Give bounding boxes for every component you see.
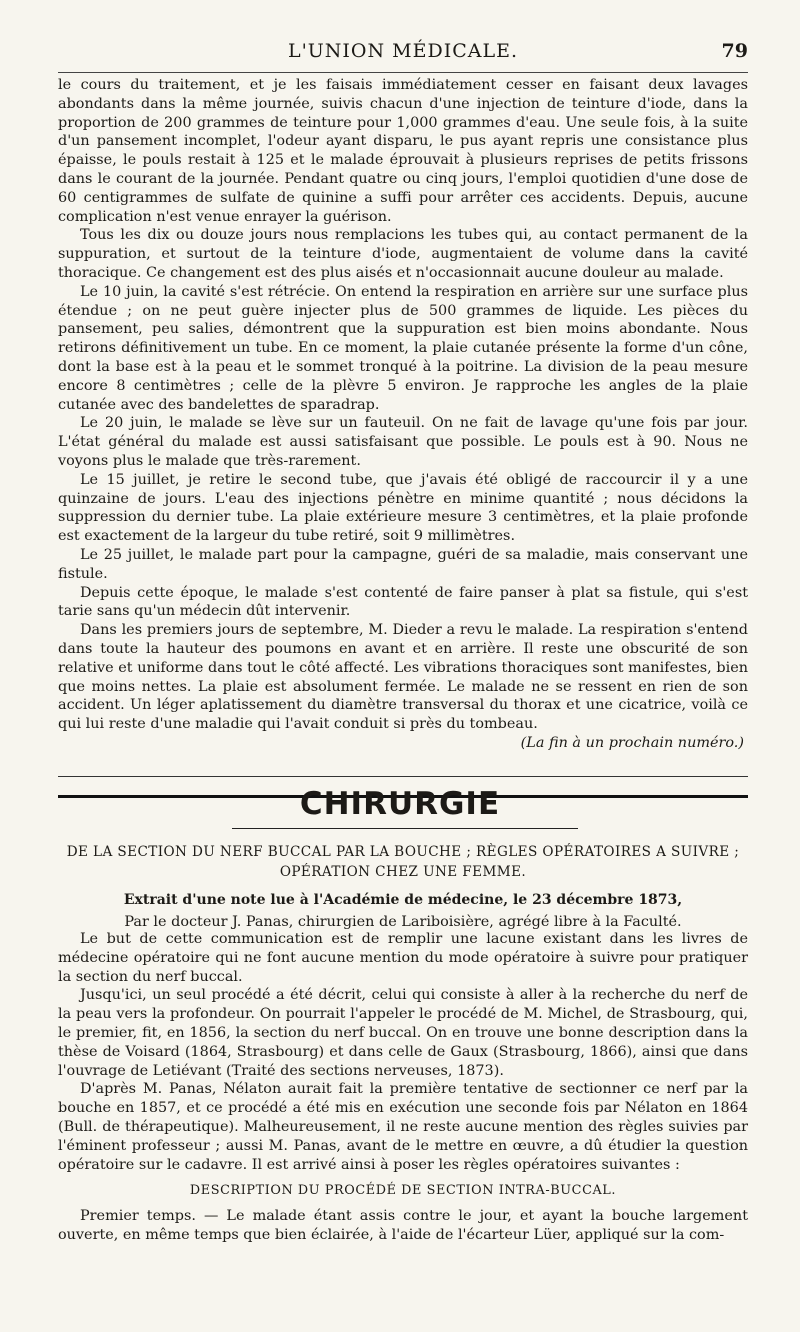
paragraph: Le 15 juillet, je retire le second tube, que j'avais été obligé de raccourcir il y a une quinzaine de jours. L'eau des injections pénètre en minime quantité ; nous décidons la suppression du dernier tube. La plaie extérieure mesure 3 centimètres, et la plaie profonde est exactement de la largeur du tube retiré, soit 9 millimètres.	[58, 471, 748, 545]
article-subtitle: OPÉRATION CHEZ UNE FEMME.	[279, 864, 527, 880]
paragraph: Premier temps. — Le malade étant assis contre le jour, et ayant la bouche largement ouverte, en même temps que bien éclairée, à l'aide de l'écarteur Lüer, appliqué sur la com-	[58, 1208, 748, 1243]
paragraph: le cours du traitement, et je les faisais immédiatement cesser en faisant deux lavages abondants dans la même journée, suivis chacun d'une injection de teinture d'iode, dans la proportion de 200 grammes de teinture pour 1,000 grammes d'eau. Une seule fois, à la suite d'un pansement incomplet, l'odeur ayant disparu, le pus ayant repris une consistance plus épaisse, le pouls restait à 125 et le malade éprouvait à plusieurs reprises de petits frissons dans le courant de la journée. Pendant quatre ou cinq jours, l'emploi quotidien d'une dose de 60 centigrammes de sulfate de quinine a suffi pour arrêter ces accidents. Depuis, aucune complication n'est venue enrayer la guérison.	[58, 77, 748, 225]
article-heading	[58, 842, 748, 932]
divider-thin	[58, 776, 748, 777]
paragraph: Le 10 juin, la cavité s'est rétrécie. On entend la respiration en arrière sur une surface plus étendue ; on ne peut guère injecter plus de 500 grammes de liquide. Les pièces du pansement, peu salies, démontrent que la suppuration est bien moins abondante. Nous retirons définitivement un tube. En ce moment, la plaie cutanée présente la forme d'un cône, dont la base est à la peau et le sommet tronqué à la poitrine. La division de la peau mesure encore 8 centimètres ; celle de la plèvre 5 environ. Je rapproche les angles de la plaie cutanée avec des bandelettes de sparadrap.	[58, 283, 748, 413]
subheading: DESCRIPTION DU PROCÉDÉ DE SECTION INTRA-BUCCAL.	[189, 1183, 617, 1199]
paragraph: Jusqu'ici, un seul procédé a été décrit, celui qui consiste à aller à la recherche du nerf de la peau vers la profondeur. On pourrait l'appeler le procédé de M. Michel, de Strasbourg, qui, le premier, fit, en 1856, la section du nerf buccal. On en trouve une bonne description dans la thèse de Voisard (1864, Strasbourg) et dans celle de Gaux (Strasbourg, 1866), ainsi que dans l'ouvrage de Letiévant (Traité des sections nerveuses, 1873).	[58, 987, 748, 1079]
paragraph: Tous les dix ou douze jours nous remplacions les tubes qui, au contact permanent de la suppuration, et surtout de la teinture d'iode, augmentaient de volume dans la cavité thoracique. Ce changement est des plus aisés et n'occasionnait aucune douleur au malade.	[58, 227, 748, 281]
extract-note: Extrait d'une note lue à l'Académie de médecine, le 23 décembre 1873,	[123, 892, 683, 908]
paragraph: D'après M. Panas, Nélaton aurait fait la première tentative de sectionner ce nerf par la bouche en 1857, et ce procédé a été mis en exécution une seconde fois par Nélaton en 1864 (Bull. de thérapeutique). Malheureusement, il ne reste aucune mention des règles suivies par l'éminent professeur ; aussi M. Panas, avant de le mettre en œuvre, a dû étudier la question opératoire sur le cadavre. Il est arrivé ainsi à poser les règles opératoires suivantes :	[58, 1081, 748, 1173]
header-rule	[58, 72, 748, 73]
article-continuation	[58, 76, 748, 753]
page-number: 79	[721, 40, 748, 62]
paragraph: Le but de cette communication est de remplir une lacune existant dans les livres de médecine opératoire qui ne font aucune mention du mode opératoire à suivre pour pratiquer la section du nerf buccal.	[58, 931, 748, 985]
author-line: Par le docteur J. Panas, chirurgien de Lariboisière, agrégé libre à la Faculté.	[124, 914, 682, 930]
paragraph: Dans les premiers jours de septembre, M. Dieder a revu le malade. La respiration s'entend dans toute la hauteur des poumons en avant et en arrière. Il reste une obscurité de son relative et uniforme dans tout le côté affecté. Les vibrations thoraciques sont manifestes, bien que moins nettes. La plaie est absolument fermée. Le malade ne se ressent en rien de son accident. Un léger aplatissement du diamètre transversal du thorax et une cicatrice, voilà ce qui lui reste d'une maladie qui l'avait conduit si près du tombeau.	[58, 622, 748, 733]
journal-title: L'UNION MÉDICALE.	[287, 40, 519, 62]
paragraph: Depuis cette époque, le malade s'est contenté de faire panser à plat sa fistule, qui s'est tarie sans qu'un médecin dût intervenir.	[58, 584, 748, 620]
paragraph: Le 25 juillet, le malade part pour la campagne, guéri de sa maladie, mais conservant une fistule.	[58, 546, 748, 582]
running-head	[58, 34, 748, 70]
article-body	[58, 930, 748, 1245]
article-title: DE LA SECTION DU NERF BUCCAL PAR LA BOUCHE ; RÈGLES OPÉRATOIRES A SUIVRE ;	[66, 844, 740, 860]
paragraph: Le 20 juin, le malade se lève sur un fauteuil. On ne fait de lavage qu'une fois par jour. L'état général du malade est aussi satisfaisant que possible. Le pouls est à 90. Nous ne voyons plus le malade que très-rarement.	[58, 415, 748, 469]
continuation-note: (La fin à un prochain numéro.)	[520, 734, 744, 751]
section-title-underline	[232, 828, 578, 829]
section-title: CHIRURGIE	[299, 786, 501, 822]
